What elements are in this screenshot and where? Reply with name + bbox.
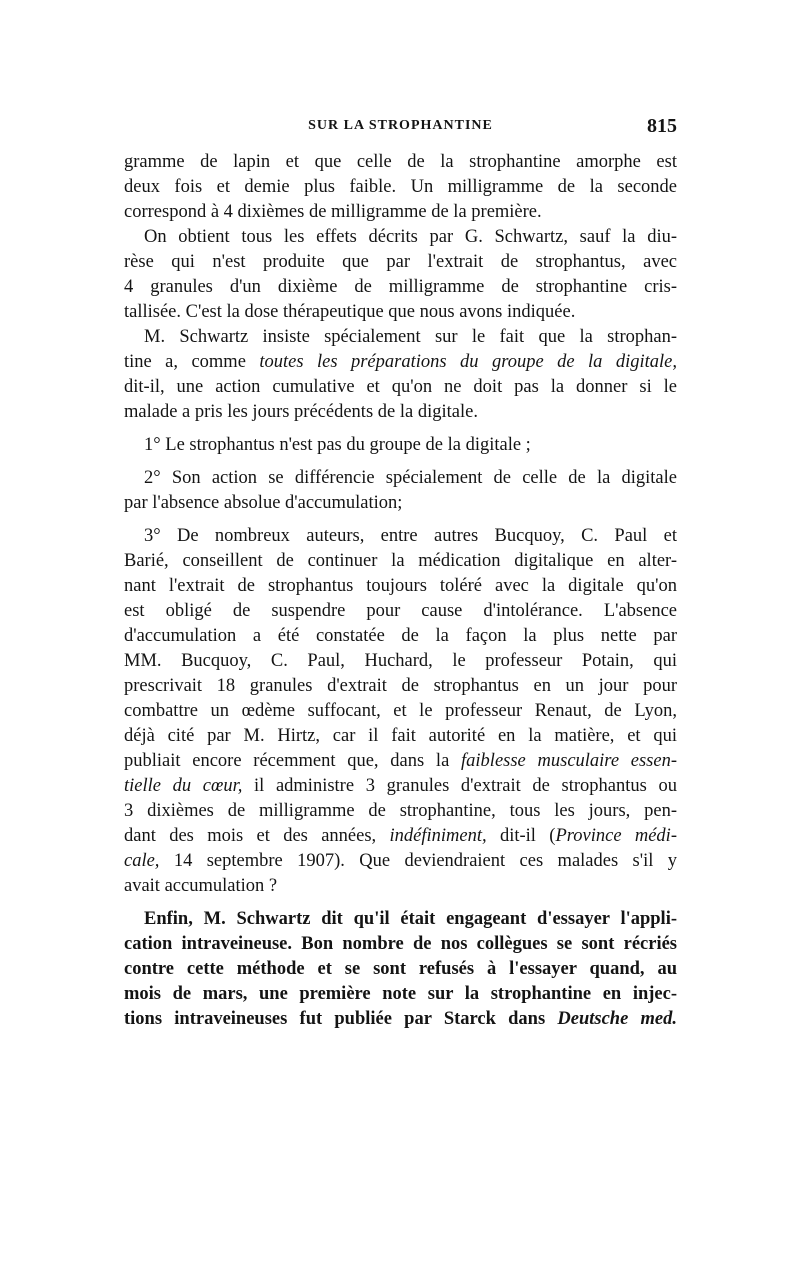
text-line: d'accumulation a été constatée de la façon la plus nette par — [124, 626, 677, 646]
text-line: avait accumulation ? — [124, 876, 278, 896]
italic-run: cale, — [124, 851, 160, 871]
text-run: publiait encore récemment que, dans la — [124, 751, 462, 771]
text-run: il administre 3 granules d'extrait de strophantus ou — [242, 776, 677, 796]
running-title: SUR LA STROPHANTINE — [308, 118, 493, 133]
text-line: dit-il, une action cumulative et qu'on ne doit pas la donner si le — [124, 377, 677, 397]
italic-run: faiblesse musculaire essen- — [461, 751, 678, 771]
text-line: contre cette méthode et se sont refusés à l'essayer quand, au — [124, 959, 677, 979]
text-run: dit-il ( — [486, 826, 556, 846]
text-run: tions intraveineuses fut publiée par Starck dans — [124, 1009, 558, 1029]
text-line: malade a pris les jours précédents de la digitale. — [124, 402, 478, 422]
text-line — [124, 749, 677, 774]
text-line — [124, 350, 677, 375]
text-line — [124, 824, 677, 849]
text-line: rèse qui n'est produite que par l'extrait de strophantus, avec — [124, 252, 677, 272]
text-line: M. Schwartz insiste spécialement sur le fait que la strophan- — [144, 327, 677, 347]
text-run: 14 septembre 1907). Que deviendraient ces malades s'il y — [159, 851, 677, 871]
italic-run: Deutsche med. — [557, 1009, 677, 1029]
text-line: gramme de lapin et que celle de la strophantine amorphe est — [124, 152, 677, 172]
running-header — [124, 114, 677, 138]
italic-run: toutes les préparations du groupe de la digitale, — [259, 352, 677, 372]
text-line: déjà cité par M. Hirtz, car il fait autorité en la matière, et qui — [124, 726, 677, 746]
text-line: MM. Bucquoy, C. Paul, Huchard, le professeur Potain, qui — [124, 651, 677, 671]
text-line: nant l'extrait de strophantus toujours toléré avec la digitale qu'on — [124, 576, 677, 596]
text-line: cation intraveineuse. Bon nombre de nos collègues se sont récriés — [124, 934, 677, 954]
text-line: 4 granules d'un dixième de milligramme de strophantine cris- — [124, 277, 677, 297]
text-line: On obtient tous les effets décrits par G. Schwartz, sauf la diu- — [144, 227, 677, 247]
text-line: est obligé de suspendre pour cause d'intolérance. L'absence — [124, 601, 677, 621]
text-line: combattre un œdème suffocant, et le professeur Renaut, de Lyon, — [124, 701, 677, 721]
body-text — [124, 150, 677, 1032]
text-line: Barié, conseillent de continuer la médication digitalique en alter- — [124, 551, 677, 571]
text-run: tine a, comme — [124, 352, 260, 372]
text-line — [124, 849, 677, 874]
text-line — [124, 774, 677, 799]
text-line: 3 dixièmes de milligramme de strophantine, tous les jours, pen- — [124, 801, 677, 821]
text-line: correspond à 4 dixièmes de milligramme de la première. — [124, 202, 542, 222]
text-line: Enfin, M. Schwartz dit qu'il était engageant d'essayer l'appli- — [144, 909, 677, 929]
text-line: 3° De nombreux auteurs, entre autres Bucquoy, C. Paul et — [144, 526, 677, 546]
text-line — [124, 1007, 677, 1032]
text-line: tallisée. C'est la dose thérapeutique que nous avons indiquée. — [124, 302, 576, 322]
text-run: dant des mois et des années, — [124, 826, 390, 846]
text-line: 2° Son action se différencie spécialement de celle de la digitale — [144, 468, 677, 488]
page-number: 815 — [647, 115, 677, 137]
text-line: prescrivait 18 granules d'extrait de strophantus en un jour pour — [124, 676, 677, 696]
text-line: mois de mars, une première note sur la strophantine en injec- — [124, 984, 677, 1004]
text-line: deux fois et demie plus faible. Un milligramme de la seconde — [124, 177, 677, 197]
italic-run: Province médi- — [555, 826, 677, 846]
italic-run: indéfiniment, — [389, 826, 487, 846]
text-line: par l'absence absolue d'accumulation; — [124, 493, 403, 513]
italic-run: tielle du cœur, — [124, 776, 243, 796]
text-line: 1° Le strophantus n'est pas du groupe de la digitale ; — [144, 435, 531, 455]
